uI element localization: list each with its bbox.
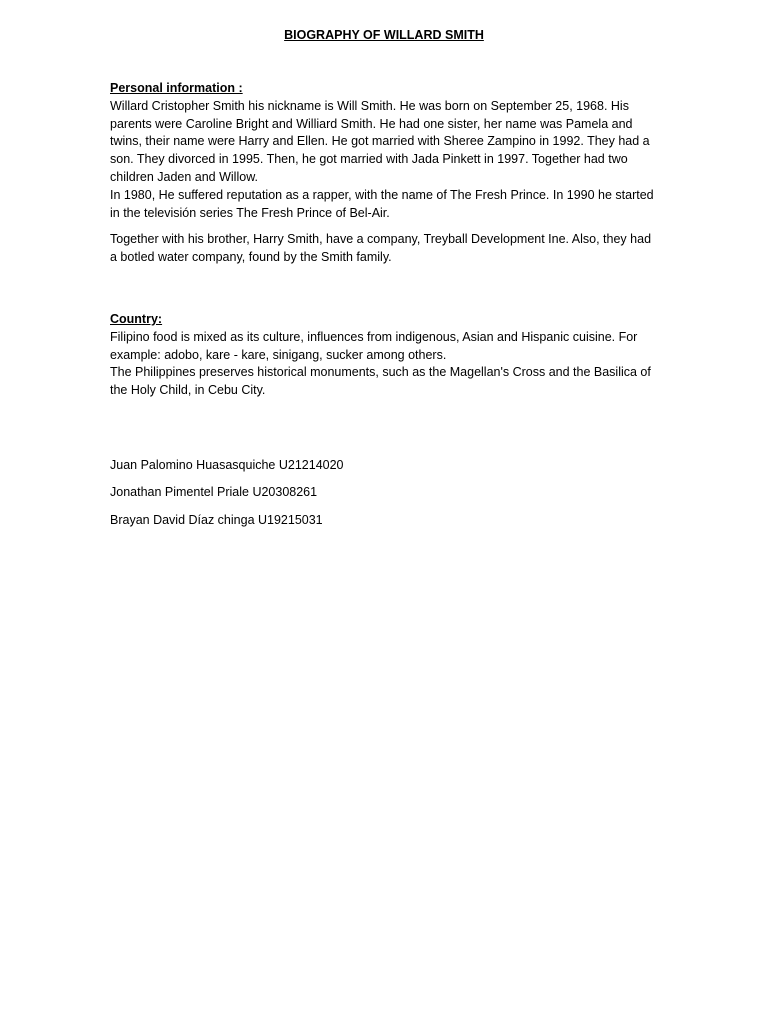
document-body <box>110 80 660 400</box>
country-paragraph-2: The Philippines preserves historical monuments, such as the Magellan's Cross and the Basilica of the Holy Child, in Cebu City. <box>110 365 651 398</box>
personal-information-paragraph-3: Together with his brother, Harry Smith, have a company, Treyball Development Ine. Also, they had a botled water company, found by the Smith family. <box>110 232 652 265</box>
document-title: BIOGRAPHY OF WILLARD SMITH <box>284 28 484 42</box>
personal-information-paragraph-1: Willard Cristopher Smith his nickname is Will Smith. He was born on September 25, 1968. His parents were Caroline Bright and Williard Smith. He had one sister, her name was Pamela and twins, their name were Harry and Ellen. He got married with Sheree Zampino in 1992. They had a son. They divorced in 1995. Then, he got married with Jada Pinkett in 1997. Together had two children Jaden and Willow. <box>110 98 650 184</box>
personal-information-heading: Personal information : <box>110 81 243 95</box>
author-line: Brayan David Díaz chinga U19215031 <box>110 512 323 527</box>
authors-list <box>110 457 660 539</box>
personal-information-paragraph-2: In 1980, He suffered reputation as a rapper, with the name of The Fresh Prince. In 1990 he started in the televisión series The Fresh Prince of Bel-Air. <box>110 187 654 220</box>
country-paragraph-1: Filipino food is mixed as its culture, influences from indigenous, Asian and Hispanic cuisine. For example: adobo, kare - kare, sinigang, sucker among others. <box>110 329 638 362</box>
author-line: Jonathan Pimentel Priale U20308261 <box>110 485 318 500</box>
author-line: Juan Palomino Huasasquiche U21214020 <box>110 458 344 472</box>
section-spacer <box>110 267 660 311</box>
country-heading: Country: <box>110 311 163 326</box>
paragraph-spacer <box>110 222 660 231</box>
